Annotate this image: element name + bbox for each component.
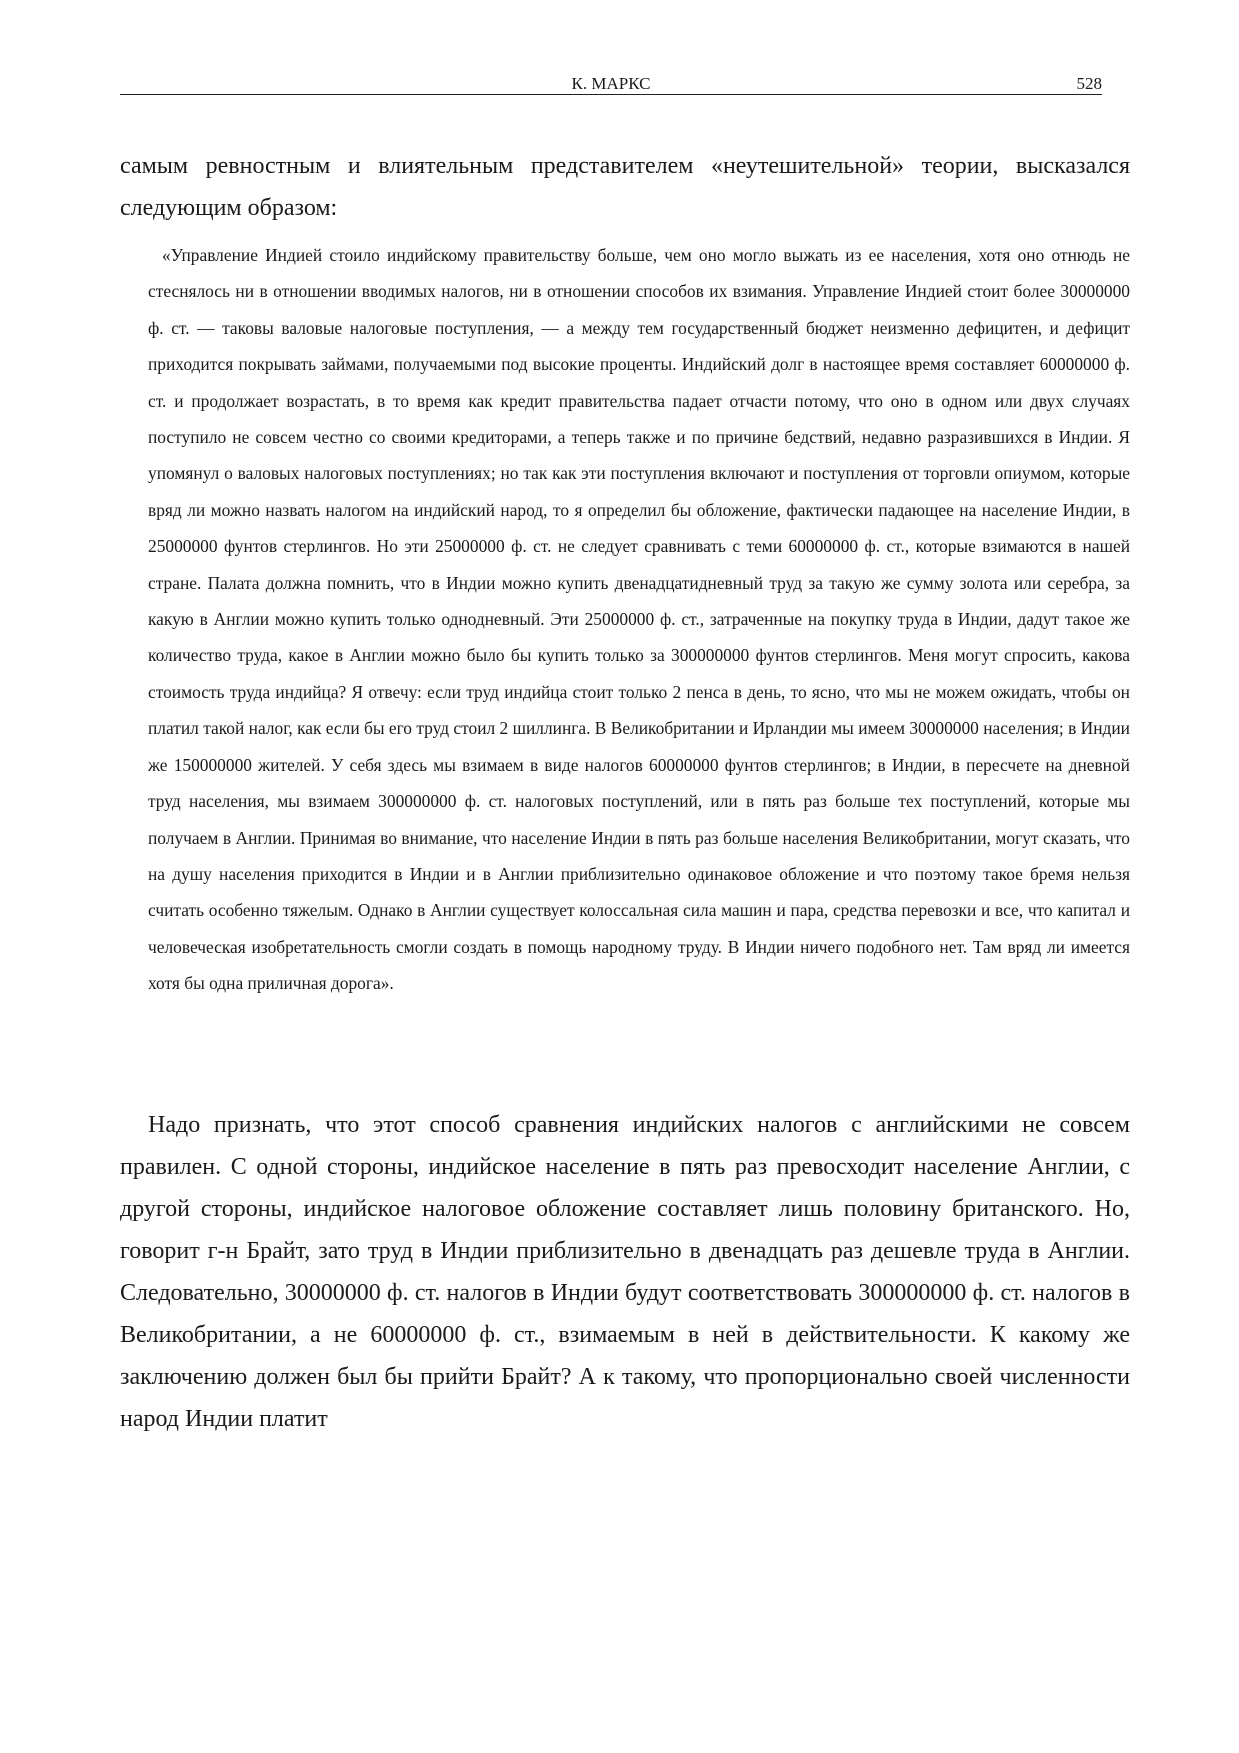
intro-paragraph: самым ревностным и влиятельным представителем «неутешительной» теории, высказался следующим образом:	[120, 153, 1130, 221]
header-rule	[120, 94, 1102, 95]
running-head	[120, 74, 1102, 98]
conclusion-paragraph: Надо признать, что этот способ сравнения индийских налогов с английскими не совсем правилен. С одной стороны, индийское население в пять раз превосходит население Англии, с другой стороны, индийское налоговое обложение составляет лишь половину британского. Но, говорит г-н Брайт, зато труд в Индии приблизительно в двенадцать раз дешевле труда в Англии. Следовательно, 30000000 ф. ст. налогов в Индии будут соответствовать 300000000 ф. ст. налогов в Великобритании, а не 60000000 ф. ст., взимаемым в ней в действительности. К какому же заключению должен был бы прийти Брайт? А к такому, что пропорционально своей численности народ Индии платит	[120, 1112, 1130, 1432]
running-head-author: К. МАРКС	[571, 74, 651, 93]
page-number: 528	[1076, 74, 1102, 93]
quotation-paragraph: «Управление Индией стоило индийскому правительству больше, чем оно могло выжать из ее населения, хотя оно отнюдь не стеснялось ни в отношении вводимых налогов, ни в отношении способов их взимания. Управление Индией стоит более 30000000 ф. ст. — таковы валовые налоговые поступления, — а между тем государственный бюджет неизменно дефицитен, и дефицит приходится покрывать займами, получаемыми под высокие проценты. Индийский долг в настоящее время составляет 60000000 ф. ст. и продолжает возрастать, в то время как кредит правительства падает отчасти потому, что оно в одном или двух случаях поступило не совсем честно со своими кредиторами, а теперь также и по причине бедствий, недавно разразившихся в Индии. Я упомянул о валовых налоговых поступлениях; но так как эти поступления включают и поступления от торговли опиумом, которые вряд ли можно назвать налогом на индийский народ, то я определил бы обложение, фактически падающее на население Индии, в 25000000 фунтов стерлингов. Но эти 25000000 ф. ст. не следует сравнивать с теми 60000000 ф. ст., которые взимаются в нашей стране. Палата должна помнить, что в Индии можно купить двенадцатидневный труд за такую же сумму золота или серебра, за какую в Англии можно купить только однодневный. Эти 25000000 ф. ст., затраченные на покупку труда в Индии, дадут такое же количество труда, какое в Англии можно было бы купить только за 300000000 фунтов стерлингов. Меня могут спросить, какова стоимость труда индийца? Я отвечу: если труд индийца стоит только 2 пенса в день, то ясно, что мы не можем ожидать, чтобы он платил такой налог, как если бы его труд стоил 2 шиллинга. В Великобритании и Ирландии мы имеем 30000000 населения; в Индии же 150000000 жителей. У себя здесь мы взимаем в виде налогов 60000000 фунтов стерлингов; в Индии, в пересчете на дневной труд населения, мы взимаем 300000000 ф. ст. налоговых поступлений, или в пять раз больше тех поступлений, которые мы получаем в Англии. Принимая во внимание, что население Индии в пять раз больше населения Великобритании, могут сказать, что на душу населения приходится в Индии и в Англии приблизительно одинаковое обложение и что поэтому такое бремя нельзя считать особенно тяжелым. Однако в Англии существует колоссальная сила машин и пара, средства перевозки и все, что капитал и человеческая изобретательность смогли создать в помощь народному труду. В Индии ничего подобного нет. Там вряд ли имеется хотя бы одна приличная дорога».	[148, 245, 1130, 994]
